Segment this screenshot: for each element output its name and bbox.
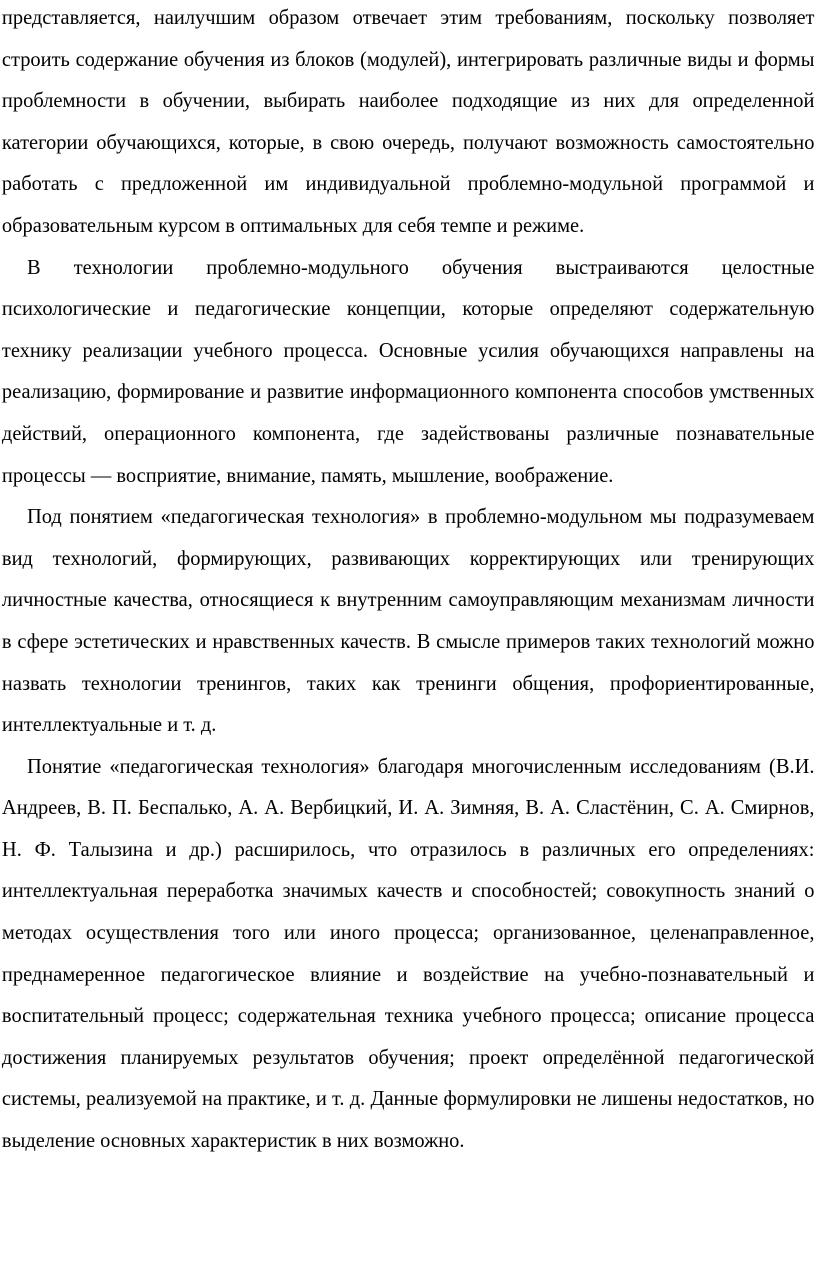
paragraph-4: Понятие «педагогическая технология» благодаря многочисленным исследованиям (В.И. Андреев, В. П. Беспалько, А. А. Вербицкий, И. А. Зимняя, В. А. Сластёнин, С. А. Смирнов, Н. Ф. Талызина и др.) расширилось, что отразилось в различных его определениях: интеллектуальная переработка значимых качеств и способностей; совокупность знаний о методах осуществления того или иного процесса; организованное, целенаправленное, преднамеренное педагогическое влияние и воздействие на учебно-познавательный и воспитательный процесс; содержательная техника учебного процесса; описание процесса достижения планируемых результатов обучения; проект определённой педагогической системы, реализуемой на практике, и т. д. Данные формулировки не лишены недостатков, но выделение основных характеристик в них возможно. — [1, 753, 815, 1153]
paragraph-1: представляется, наилучшим образом отвечает этим требованиям, поскольку позволяет строить содержание обучения из блоков (модулей), интегрировать различные виды и формы проблемности в обучении, выбирать наиболее подходящие из них для определенной категории обучающихся, которые, в свою очередь, получают возможность самостоятельно работать с предложенной им индивидуальной проблемно-модульной программой и образовательным курсом в оптимальных для себя темпе и режиме. — [1, 5, 815, 237]
paragraph-3: Под понятием «педагогическая технология» в проблемно-модульном мы подразумеваем вид технологий, формирующих, развивающих корректирующих или тренирующих личностные качества, относящиеся к внутренним самоуправляющим механизмам личности в сфере эстетических и нравственных качеств. В смысле примеров таких технологий можно назвать технологии тренингов, таких как тренинги общения, профориентированные, интеллектуальные и т. д. — [1, 504, 815, 737]
paragraph-2: В технологии проблемно-модульного обучения выстраиваются целостные психологические и педагогические концепции, которые определяют содержательную технику реализации учебного процесса. Основные усилия обучающихся направлены на реализацию, формирование и развитие информационного компонента способов умственных действий, операционного компонента, где задействованы различные познавательные процессы — восприятие, внимание, память, мышление, воображение. — [1, 254, 815, 487]
